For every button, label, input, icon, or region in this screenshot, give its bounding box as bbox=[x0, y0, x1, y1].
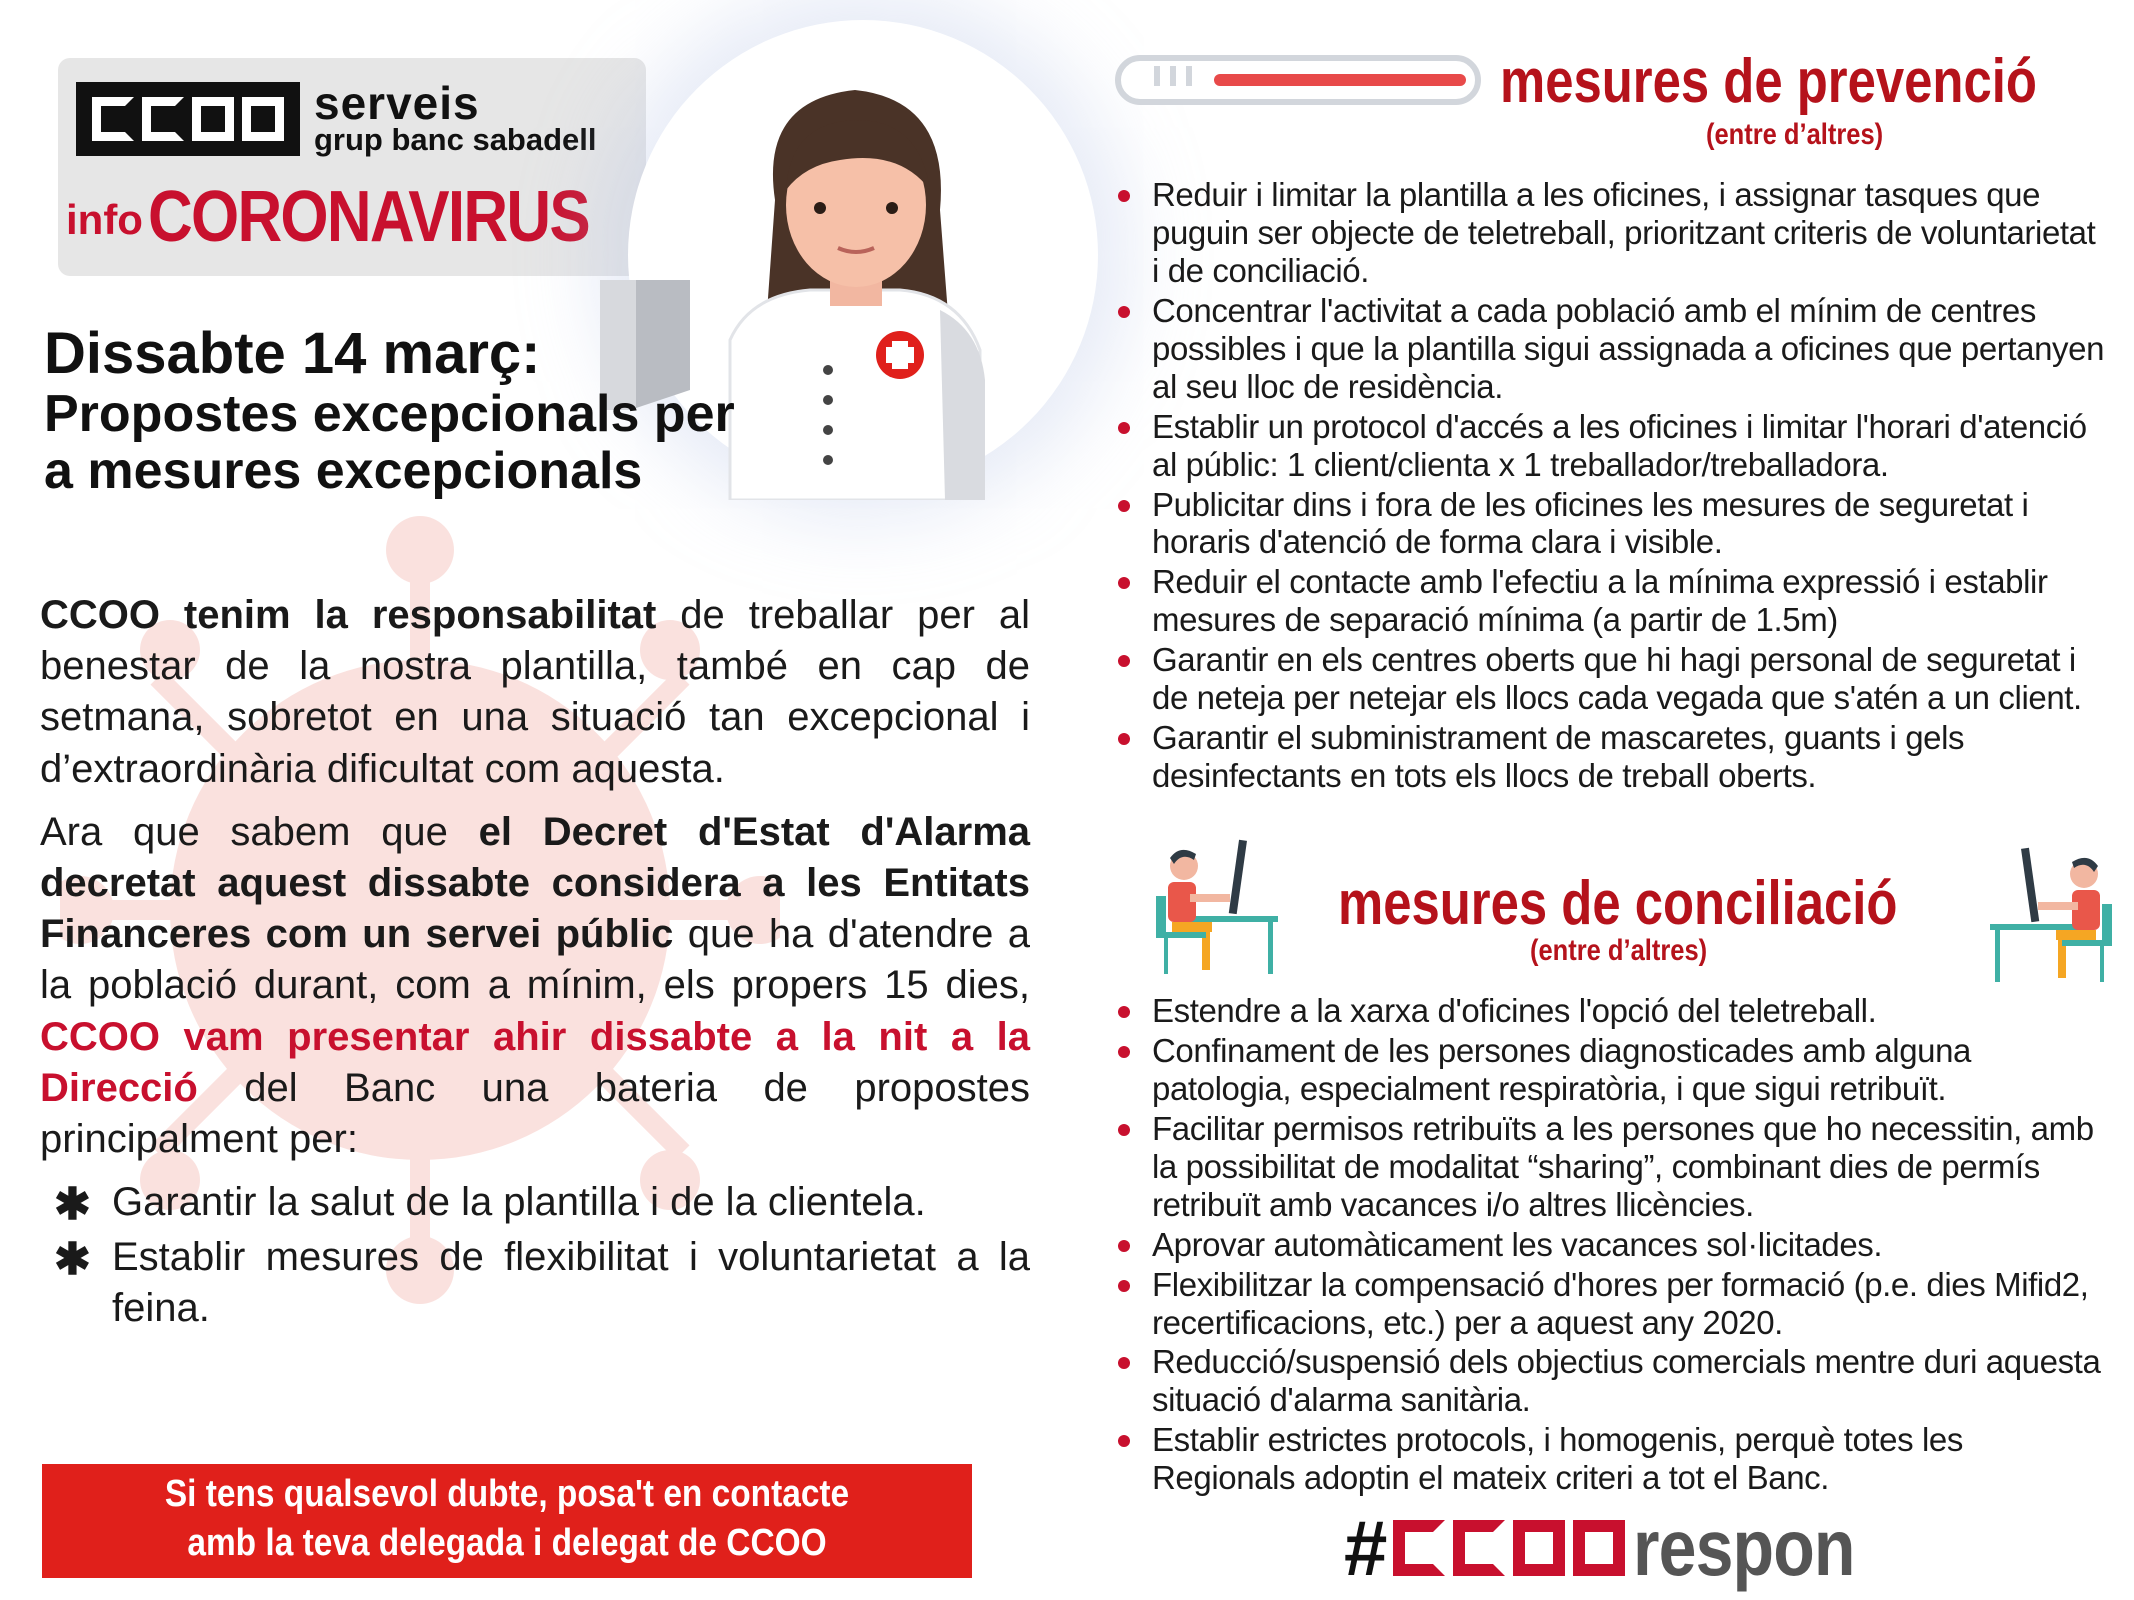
prevention-subtitle: (entre d’altres) bbox=[1706, 118, 1884, 151]
brand-group: grup banc sabadell bbox=[314, 122, 597, 157]
intro-text bbox=[40, 590, 1030, 1339]
ccoo-logo bbox=[76, 82, 300, 156]
title-date: Dissabte 14 març: bbox=[44, 321, 541, 386]
logo-o-glyph bbox=[242, 97, 284, 141]
list-item: Garantir en els centres oberts que hi hagi personal de seguretat i de neteja per netejar els llocs cada vegada que s'atén a un client. bbox=[1118, 641, 2108, 717]
intro-paragraph-1 bbox=[40, 590, 1030, 795]
list-item: Aprovar automàticament les vacances sol·licitades. bbox=[1118, 1226, 2108, 1264]
logo-c-glyph bbox=[1393, 1520, 1445, 1576]
page-title bbox=[44, 322, 735, 500]
p2-b: que ha d'atendre a la població durant, com a mínim, els propers 15 dies, bbox=[40, 912, 1030, 1008]
list-item: Establir un protocol d'accés a les oficines i limitar l'horari d'atenció al públic: 1 client/clienta x 1 treballador/treballadora. bbox=[1118, 408, 2108, 484]
logo-c-glyph bbox=[1453, 1520, 1505, 1576]
desk-worker-icon bbox=[1150, 836, 1280, 976]
list-item: Estendre a la xarxa d'oficines l'opció del teletreball. bbox=[1118, 992, 2108, 1030]
ccoo-red-logo bbox=[1393, 1520, 1625, 1576]
list-item: ✱ Garantir la salut de la plantilla i de la clientela. bbox=[40, 1177, 1030, 1228]
p2-c: del Banc una bateria de propostes principalment per: bbox=[40, 1065, 1030, 1161]
list-item: Reduir el contacte amb l'efectiu a la mínima expressió i establir mesures de separació mínima (a partir de 1.5m) bbox=[1118, 563, 2108, 639]
contact-line1: Si tens qualsevol dubte, posa't en contacte bbox=[164, 1473, 850, 1515]
logo-o-glyph bbox=[1573, 1520, 1625, 1576]
intro-paragraph-2 bbox=[40, 807, 1030, 1165]
hashtag-respon: respon bbox=[1633, 1503, 1856, 1592]
list-item: Establir estrictes protocols, i homogenis, perquè totes les Regionals adoptin el mateix criteri a tot el Banc. bbox=[1118, 1421, 2108, 1497]
prevention-title: mesures de prevenció bbox=[1500, 47, 2037, 116]
list-item: Facilitar permisos retribuïts a les persones que ho necessitin, amb la possibilitat de modalitat “sharing”, combinant dies de permís retribuït amb vacances i/o altres llicències. bbox=[1118, 1110, 2108, 1224]
brand-serveis: serveis bbox=[314, 77, 480, 129]
thermometer-icon bbox=[1114, 52, 1484, 112]
p2-bold: el Decret d'Estat d'Alarma decretat aquest dissabte considera a les Entitats Financeres com un servei públic bbox=[40, 809, 1031, 957]
coronavirus-label: CORONAVIRUS bbox=[148, 177, 589, 257]
info-label: info bbox=[66, 196, 143, 243]
desk-worker-icon bbox=[1988, 844, 2118, 984]
logo-o-glyph bbox=[192, 97, 234, 141]
title-line3: a mesures excepcionals bbox=[44, 441, 643, 500]
intro-rest: de treballar per al benestar de la nostra plantilla, també en cap de setmana, sobretot en una situació tan excepcional i d’extraordinària dificultat com aquesta. bbox=[40, 593, 1031, 791]
asterisk-icon: ✱ bbox=[54, 1235, 91, 1285]
logo-o-glyph bbox=[1513, 1520, 1565, 1576]
conciliation-subtitle: (entre d’altres) bbox=[1530, 934, 1708, 967]
p2-red: CCOO vam presentar ahir dissabte a la nit a la Direcció bbox=[40, 1014, 1030, 1110]
contact-line2: amb la teva delegada i delegat de CCOO bbox=[187, 1522, 827, 1565]
list-item: Reduir i limitar la plantilla a les oficines, i assignar tasques que puguin ser objecte de teletreball, prioritzant criteris de voluntarietat i de conciliació. bbox=[1118, 176, 2108, 290]
intro-bold: CCOO tenim la responsabilitat bbox=[40, 593, 657, 637]
p2-a: Ara que sabem que bbox=[40, 809, 479, 854]
proposal-list bbox=[40, 1177, 1030, 1335]
logo-c-glyph bbox=[92, 97, 134, 141]
conciliation-list bbox=[1118, 992, 2108, 1499]
list-item: Concentrar l'activitat a cada població amb el mínim de centres possibles i que la plantilla sigui assignada a oficines que pertanyen al seu lloc de residència. bbox=[1118, 292, 2108, 406]
list-item: Publicitar dins i fora de les oficines les mesures de seguretat i horaris d'atenció de forma clara i visible. bbox=[1118, 486, 2108, 562]
hash-symbol: # bbox=[1344, 1503, 1388, 1592]
list-item: Reducció/suspensió dels objectius comercials mentre duri aquesta situació d'alarma sanitària. bbox=[1118, 1343, 2108, 1419]
list-item: Confinament de les persones diagnosticades amb alguna patologia, especialment respiratòria, i que sigui retribuït. bbox=[1118, 1032, 2108, 1108]
asterisk-icon: ✱ bbox=[54, 1180, 91, 1230]
title-line2: Propostes excepcionals per bbox=[44, 384, 735, 443]
logo-c-glyph bbox=[142, 97, 184, 141]
prevention-list bbox=[1118, 176, 2108, 797]
list-item: Flexibilitzar la compensació d'hores per formació (p.e. dies Mifid2, recertificacions, etc.) per a aquest any 2020. bbox=[1118, 1266, 2108, 1342]
conciliation-title: mesures de conciliació bbox=[1338, 869, 1898, 938]
hashtag-logo bbox=[1344, 1502, 1894, 1594]
list-item: Garantir el subministrament de mascaretes, guants i gels desinfectants en tots els llocs de treball oberts. bbox=[1118, 719, 2108, 795]
contact-banner bbox=[42, 1464, 972, 1578]
list-item: ✱ Establir mesures de flexibilitat i voluntarietat a la feina. bbox=[40, 1232, 1030, 1334]
